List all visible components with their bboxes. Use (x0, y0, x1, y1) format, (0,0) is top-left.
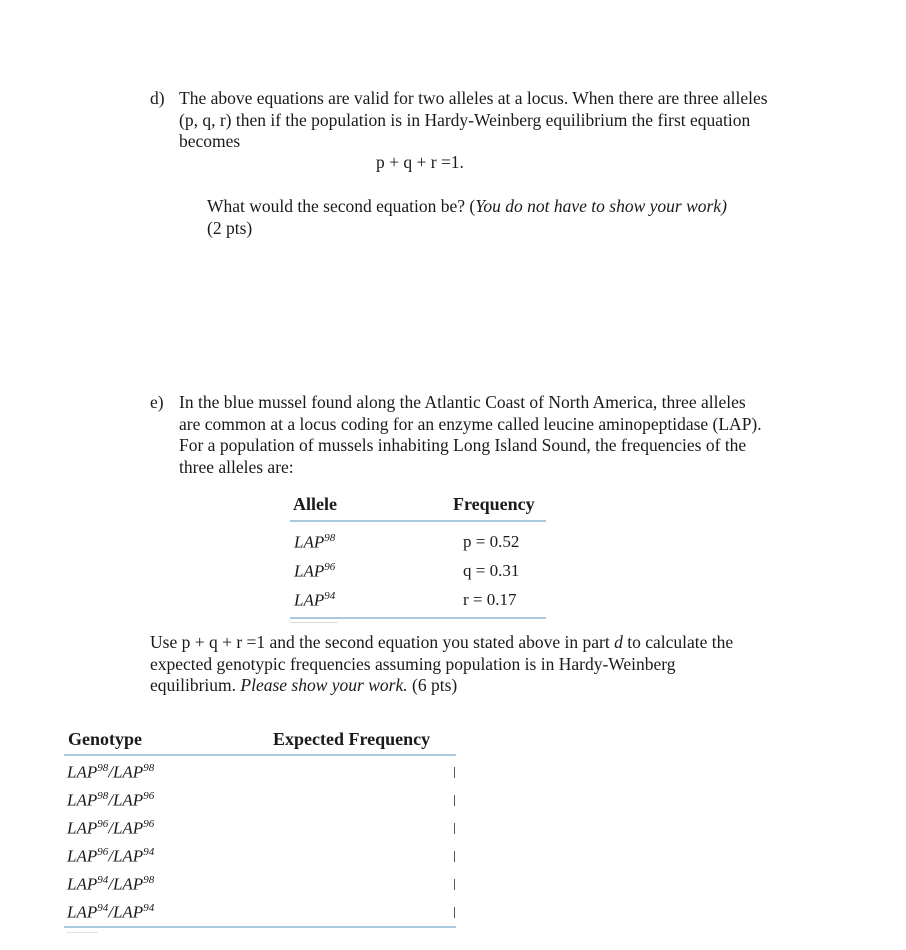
equation: p + q + r =1. (376, 152, 464, 172)
part-e-line: For a population of mussels inhabiting Long Island Sound, the frequencies of the (179, 435, 747, 455)
answer-blank-mark (454, 795, 455, 806)
genotype-cell: LAP$^{98}$/LAP$^{98}$ (67, 762, 155, 782)
genotype-header: Genotype (68, 729, 142, 749)
answer-blank-mark (454, 907, 455, 918)
allele-cell: LAP$^{98}$ (294, 532, 336, 552)
instructions-line: expected genotypic frequencies assuming population is in Hardy-Weinberg (150, 653, 676, 674)
footnote-mark: ———————— (66, 929, 98, 934)
part-d-label: d) (150, 88, 165, 108)
part-e-line: are common at a locus coding for an enzyme called leucine aminopeptidase (LAP). (179, 413, 762, 434)
answer-blank-mark (454, 767, 455, 778)
part-e-text (179, 392, 824, 478)
genotype-cell: LAP$^{96}$/LAP$^{94}$ (67, 846, 155, 866)
expected-frequency-header: Expected Frequency (273, 729, 431, 749)
instructions-line: Use p + q + r =1 and the second equation you stated above in part d to calculate the (150, 632, 734, 652)
part-d-line: (p, q, r) then if the population is in Hardy-Weinberg equilibrium the first equation (179, 109, 751, 130)
part-d-line: The above equations are valid for two alleles at a locus. When there are three alleles (179, 88, 768, 108)
part-d-points: (2 pts) (207, 218, 253, 238)
allele-cell: LAP$^{96}$ (294, 561, 336, 581)
frequency-cell: r = 0.17 (463, 590, 517, 609)
part-d-text (179, 88, 829, 153)
table-rule (290, 617, 546, 619)
answer-blank-mark (454, 851, 455, 862)
genotype-cell: LAP$^{94}$/LAP$^{94}$ (67, 902, 155, 922)
allele-header: Allele (293, 494, 337, 514)
part-e-line: In the blue mussel found along the Atlantic Coast of North America, three alleles (179, 392, 746, 412)
table-rule (64, 926, 456, 928)
frequency-header: Frequency (453, 494, 535, 514)
table-rule (64, 754, 456, 756)
part-d-line: becomes (179, 131, 241, 151)
instructions-line: equilibrium. Please show your work. (6 pts) (150, 675, 458, 695)
genotype-cell: LAP$^{94}$/LAP$^{98}$ (67, 874, 155, 894)
part-e-label: e) (150, 392, 164, 412)
instructions (150, 632, 800, 697)
answer-blank-mark (454, 823, 455, 834)
frequency-cell: q = 0.31 (463, 561, 520, 580)
genotype-cell: LAP$^{96}$/LAP$^{96}$ (67, 818, 155, 838)
frequency-cell: p = 0.52 (463, 532, 520, 551)
question-text: What would the second equation be? ( (207, 196, 476, 216)
part-e-line: three alleles are: (179, 456, 294, 477)
answer-blank-mark (454, 879, 455, 890)
table-footnote-mark (290, 622, 338, 623)
genotype-cell: LAP$^{98}$/LAP$^{96}$ (67, 790, 155, 810)
part-d-question (207, 196, 727, 218)
question-italic: You do not have to show your work) (475, 196, 727, 216)
allele-cell: LAP$^{94}$ (294, 590, 336, 610)
table-rule (290, 520, 546, 522)
